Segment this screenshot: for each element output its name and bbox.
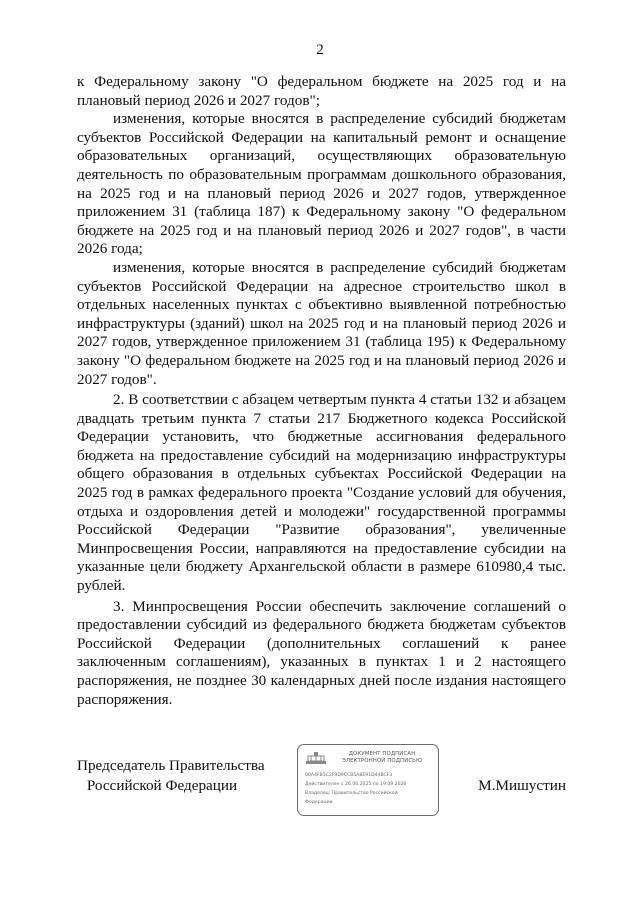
stamp-details — [305, 771, 435, 807]
stamp-certificate: 00A4FB5C2F9D9CCB5A8E91D44BCF3 — [305, 773, 393, 778]
signatory-name: М.Мишустин — [478, 777, 566, 794]
paragraph-item-2: 2. В соответствии с абзацем четвертым пункта 4 статьи 132 и абзацем двадцать третьим пункта 7 статьи 217 Бюджетного кодекса Российской Федерации установить, что бюджетные ассигнования федерального бюджета на предоставление субсидий на модернизацию инфраструктуры общего образования в отдельных субъектах Российской Федерации на 2025 год в рамках федерального проекта "Создание условий для обучения, отдыха и оздоровления детей и молодежи" государственной программы Российской Федерации "Развитие образования", увеличенные Минпросвещения России, направляются на предоставление субсидии на указанные цели бюджету Архангельской области в размере 610980,4 тыс. рублей. — [77, 391, 566, 595]
page-number: 2 — [316, 42, 324, 58]
stamp-title — [330, 751, 434, 765]
electronic-signature-stamp — [297, 744, 439, 816]
paragraph-item-3: 3. Минпросвещения России обеспечить заключение соглашений о предоставлении субсидий из федерального бюджета бюджетам субъектов Российской Федерации (дополнительных соглашений к ранее заключенным соглашениям), указанных в пунктах 1 и 2 настоящего распоряжения, не позднее 30 календарных дней после издания настоящего распоряжения. — [77, 597, 566, 708]
paragraph-preschool-renovation: изменения, которые вносятся в распределение субсидий бюджетам субъектов Российской Федерации на капитальный ремонт и оснащение образовательных организаций, осуществляющих образовательную деятельность по образовательным программам дошкольного образования, на 2025 год и на плановый период 2026 и 2027 годов, утвержденное приложением 31 (таблица 187) к Федеральному закону "О федеральном бюджете на 2025 год и на плановый период 2026 и 2027 годов", в части 2026 года; — [77, 110, 566, 258]
paragraph-continuation: к Федеральному закону "О федеральном бюджете на 2025 год и на плановый период 2026 и 2027 годов"; — [77, 73, 566, 109]
document-body — [77, 73, 566, 709]
stamp-title-line2: ЭЛЕКТРОННОЙ ПОДПИСЬЮ — [342, 758, 422, 764]
stamp-owner: Владелец: Правительство Российской — [305, 791, 398, 796]
stamp-title-line1: ДОКУМЕНТ ПОДПИСАН — [348, 751, 416, 757]
signatory-position-line1: Председатель Правительства — [77, 757, 265, 774]
signatory-position-line2: Российской Федерации — [86, 777, 238, 794]
stamp-owner-line2: Федерации — [305, 800, 333, 805]
signatory-position — [77, 756, 265, 796]
stamp-validity: Действителен с 26.06.2025 по 19.09.2026 — [305, 782, 407, 787]
paragraph-school-construction: изменения, которые вносятся в распределение субсидий бюджетам субъектов Российской Федерации на адресное строительство школ в отдельных населенных пунктах с объективно выявленной потребностью инфраструктуры (зданий) школ на 2025 год и на плановый период 2026 и 2027 годов, утвержденное приложением 31 (таблица 195) к Федеральному закону "О федеральном бюджете на 2025 год и на плановый период 2026 и 2027 годов". — [77, 258, 566, 388]
emblem-icon — [305, 750, 327, 766]
